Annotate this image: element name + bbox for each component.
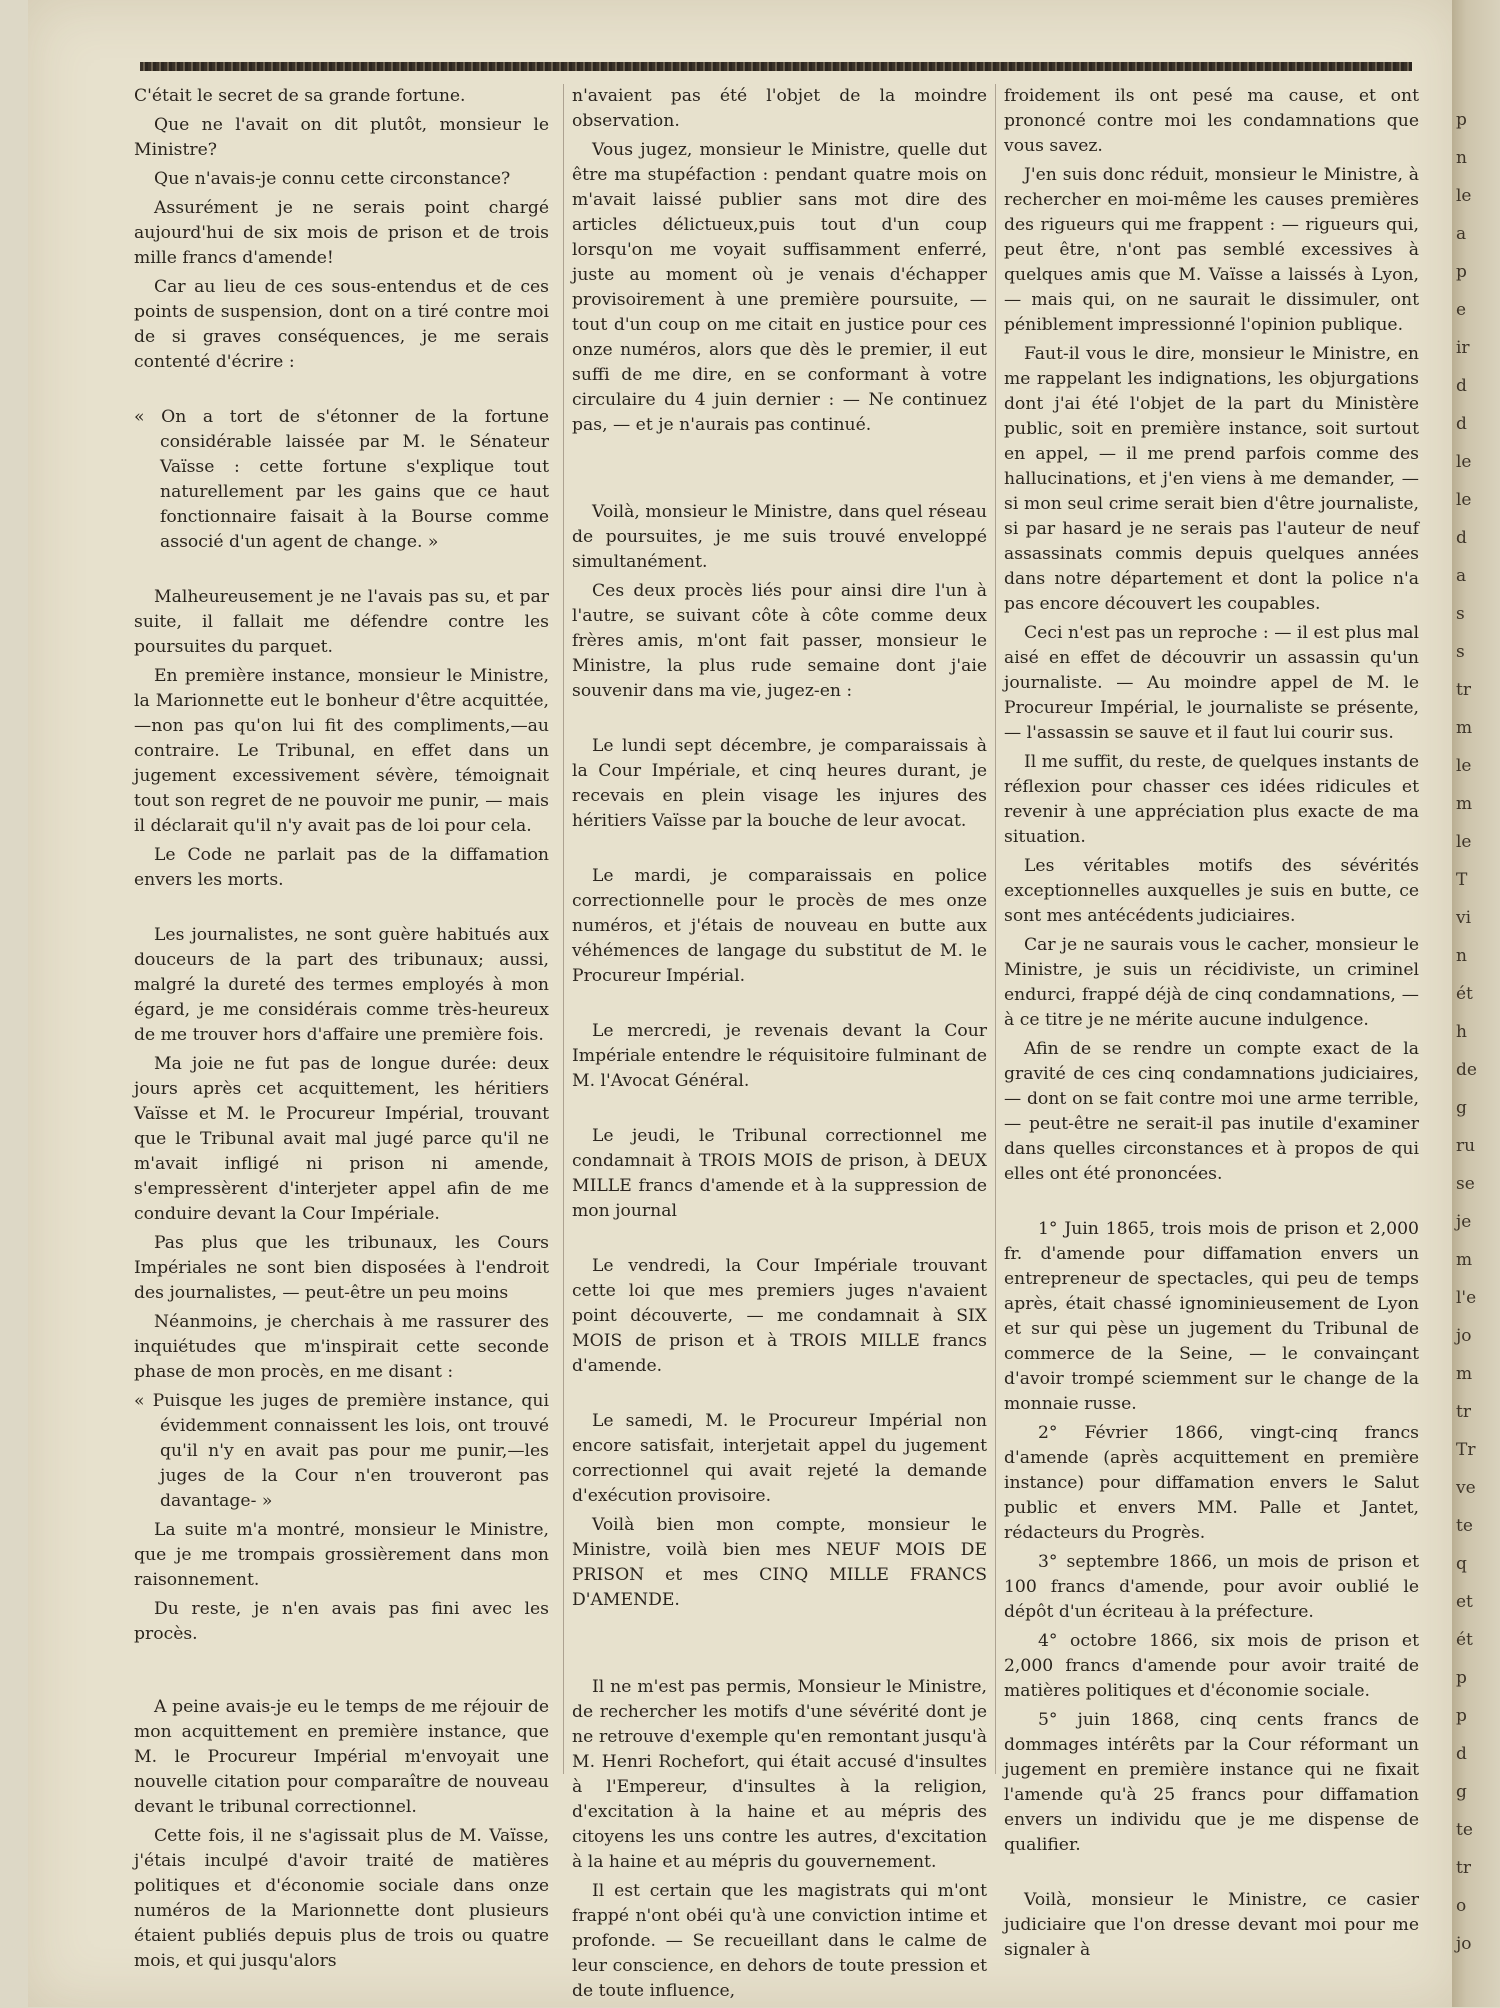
edge-fragment: g: [1456, 1782, 1467, 1802]
edge-fragment: a: [1456, 566, 1467, 586]
edge-fragment: je: [1456, 1212, 1472, 1232]
edge-fragment: jo: [1456, 1934, 1472, 1954]
edge-fragment: o: [1456, 1896, 1467, 1916]
edge-fragment: T: [1456, 870, 1468, 890]
paragraph: « Puisque les juges de première instance, qui évidemment connaissent les lois, ont trouvé qu'il n'y en avait pas pour me punir,—les juges de la Cour n'en trouveront pas davantage- »: [134, 1389, 549, 1514]
paragraph: Assurément je ne serais point chargé aujourd'hui de six mois de prison et de trois mille francs d'amende!: [134, 198, 549, 268]
edge-fragment: p: [1456, 110, 1467, 130]
paragraph: La suite m'a montré, monsieur le Ministre, que je me trompais grossièrement dans mon raisonnement.: [134, 1520, 549, 1590]
edge-fragment: le: [1456, 452, 1472, 472]
edge-fragment: vi: [1456, 908, 1472, 928]
edge-fragment: de: [1456, 1060, 1477, 1080]
edge-fragment: m: [1456, 1364, 1473, 1384]
paragraph: Le mercredi, je revenais devant la Cour Impériale entendre le réquisitoire fulminant de M. l'Avocat Général.: [572, 1021, 987, 1091]
paragraph: Voilà bien mon compte, monsieur le Ministre, voilà bien mes NEUF MOIS DE PRISON et mes CINQ MILLE FRANCS D'AMENDE.: [572, 1515, 987, 1610]
edge-fragment: tr: [1456, 680, 1471, 700]
paragraph: Les journalistes, ne sont guère habitués aux douceurs de la part des tribunaux; aussi, malgré la dureté des termes employés à mon égard, je me considérais comme très-heureux de me trouver hors d'affaire une première fois.: [134, 925, 549, 1045]
text-column-1: [134, 84, 549, 1978]
paragraph: Cette fois, il ne s'agissait plus de M. Vaïsse, j'étais inculpé d'avoir traité de matières politiques et d'économie sociale dans onze numéros de la Marionnette dont plusieurs étaient publiés depuis plus de trois ou quatre mois, et qui jusqu'alors: [134, 1826, 549, 1971]
edge-fragment: ru: [1456, 1136, 1476, 1156]
column-rule: [995, 84, 996, 1774]
paragraph: Ceci n'est pas un reproche : — il est plus mal aisé en effet de découvrir un assassin qu'un journaliste. — Au moindre appel de M. le Procureur Impérial, le journaliste se présente, — l'assassin se sauve et il faut lui courir sus.: [1004, 623, 1419, 743]
edge-fragment: d: [1456, 376, 1467, 396]
edge-fragment: le: [1456, 186, 1472, 206]
edge-fragment: tr: [1456, 1402, 1471, 1422]
edge-fragment: s: [1456, 642, 1465, 662]
paragraph: n'avaient pas été l'objet de la moindre observation.: [572, 86, 987, 131]
edge-fragment: m: [1456, 794, 1473, 814]
paragraph: Que n'avais-je connu cette circonstance?: [154, 169, 511, 189]
edge-fragment: te: [1456, 1820, 1473, 1840]
paragraph: Faut-il vous le dire, monsieur le Ministre, en me rappelant les indignations, les objurgations dont j'ai été l'objet de la part du Ministère public, soit en première instance, soit surtout en appel, — il me prend parfois comme des hallucinations, et j'en viens à me demander, — si mon seul crime serait bien d'être journaliste, si par hasard je ne serais pas l'auteur de neuf assassinats commis depuis quelques années dans notre département et dont la police n'a pas encore découvert les coupables.: [1004, 344, 1419, 614]
text-column-3: [1004, 84, 1419, 1967]
edge-fragment: le: [1456, 490, 1472, 510]
paragraph: Le lundi sept décembre, je comparaissais à la Cour Impériale, et cinq heures durant, je recevais en plein visage les injures des héritiers Vaïsse par la bouche de leur avocat.: [572, 736, 987, 831]
edge-fragment: ve: [1456, 1478, 1476, 1498]
edge-fragment: se: [1456, 1174, 1475, 1194]
edge-fragment: jo: [1456, 1326, 1472, 1346]
edge-fragment: d: [1456, 414, 1467, 434]
paragraph: Ces deux procès liés pour ainsi dire l'un à l'autre, se suivant côte à côte comme deux frères amis, m'ont fait passer, monsieur le Ministre, la plus rude semaine dont j'aie souvenir dans ma vie, jugez-en :: [572, 581, 987, 701]
edge-fragment: ét: [1456, 1630, 1473, 1650]
edge-fragment: d: [1456, 528, 1467, 548]
paragraph: 4° octobre 1866, six mois de prison et 2,000 francs d'amende pour avoir traité de matières politiques et d'économie sociale.: [1004, 1631, 1419, 1701]
paragraph: Le jeudi, le Tribunal correctionnel me condamnait à TROIS MOIS de prison, à DEUX MILLE francs d'amende et à la suppression de mon journal: [572, 1126, 987, 1221]
paragraph: Il me suffit, du reste, de quelques instants de réflexion pour chasser ces idées ridicules et revenir à une appréciation plus exacte de ma situation.: [1004, 752, 1419, 847]
edge-fragment: h: [1456, 1022, 1467, 1042]
paragraph: Néanmoins, je cherchais à me rassurer des inquiétudes que m'inspirait cette seconde phase de mon procès, en me disant :: [134, 1312, 549, 1382]
paragraph: Le samedi, M. le Procureur Impérial non encore satisfait, interjetait appel du jugement correctionnel qui avait rejeté la demande d'exécution provisoire.: [572, 1411, 987, 1506]
paragraph: Le vendredi, la Cour Impériale trouvant cette loi que mes premiers juges n'avaient point découverte, — me condamnait à SIX MOIS de prison et à TROIS MILLE francs d'amende.: [572, 1256, 987, 1376]
edge-fragment: ét: [1456, 984, 1473, 1004]
paragraph: Vous jugez, monsieur le Ministre, quelle dut être ma stupéfaction : pendant quatre mois on m'avait laissé publier sans mot dire des articles délictueux,puis tout d'un coup lorsqu'on me voyait suffisamment enferré, juste au moment où je venais d'échapper provisoirement à une première poursuite, — tout d'un coup on me citait en justice pour ces onze numéros, alors que dès le premier, il eut suffi de me dire, en se conformant à votre circulaire du 4 juin dernier : — Ne continuez pas, — et je n'aurais pas continué.: [572, 140, 987, 435]
top-decorative-rule: [140, 62, 1412, 71]
paragraph: Il ne m'est pas permis, Monsieur le Ministre, de rechercher les motifs d'une sévérité dont je ne retrouve d'exemple qu'en remontant jusqu'à M. Henri Rochefort, qui était accusé d'insultes à l'Empereur, d'insultes à la religion, d'excitation à la haine et au mépris des citoyens les uns contre les autres, d'excitation à la haine et au mépris du gouvernement.: [572, 1677, 987, 1872]
edge-fragment: ir: [1456, 338, 1470, 358]
paragraph: 5° juin 1868, cinq cents francs de dommages intérêts par la Cour réformant un jugement en première instance qui ne fixait l'amende qu'à 25 francs pour diffamation envers un individu que je me dispense de qualifier.: [1004, 1710, 1419, 1855]
edge-fragment: p: [1456, 1706, 1467, 1726]
edge-fragment: s: [1456, 604, 1465, 624]
paragraph: J'en suis donc réduit, monsieur le Ministre, à rechercher en moi-même les causes premières des rigueurs qui me frappent : — rigueurs qui, peut être, n'ont pas semblé excessives à quelques amis que M. Vaïsse a laissés à Lyon, — mais qui, on ne saurait le dissimuler, ont péniblement impressionné l'opinion publique.: [1004, 165, 1419, 335]
edge-fragment: Tr: [1456, 1440, 1476, 1460]
paragraph: 2° Février 1866, vingt-cinq francs d'amende (après acquittement en première instance) pour diffamation envers le Salut public et envers MM. Palle et Jantet, rédacteurs du Progrès.: [1004, 1423, 1419, 1543]
paragraph: Car au lieu de ces sous-entendus et de ces points de suspension, dont on a tiré contre moi de si graves conséquences, je me serais contenté d'écrire :: [134, 277, 549, 372]
edge-fragment: l'e: [1456, 1288, 1477, 1308]
paragraph: Le mardi, je comparaissais en police correctionnelle pour le procès de mes onze numéros, et j'étais de nouveau en butte aux véhémences de langage du substitut de M. le Procureur Impérial.: [572, 866, 987, 986]
paragraph: A peine avais-je eu le temps de me réjouir de mon acquittement en première instance, que M. le Procureur Impérial m'envoyait une nouvelle citation pour comparaître de nouveau devant le tribunal correctionnel.: [134, 1697, 549, 1817]
edge-fragment: le: [1456, 832, 1472, 852]
paragraph: froidement ils ont pesé ma cause, et ont prononcé contre moi les condamnations que vous savez.: [1004, 86, 1419, 156]
paragraph: Malheureusement je ne l'avais pas su, et par suite, il fallait me défendre contre les poursuites du parquet.: [134, 587, 549, 657]
edge-fragment: d: [1456, 1744, 1467, 1764]
paragraph: Car je ne saurais vous le cacher, monsieur le Ministre, je suis un récidiviste, un criminel endurci, frappé déjà de cinq condamnations, — à ce titre je ne mérite aucune indulgence.: [1004, 935, 1419, 1030]
paragraph: En première instance, monsieur le Ministre, la Marionnette eut le bonheur d'être acquittée,—non pas qu'on lui fit des compliments,—au contraire. Le Tribunal, en effet dans un jugement excessivement sévère, témoignait tout son regret de ne pouvoir me punir, — mais il déclarait qu'il n'y avait pas de loi pour cela.: [134, 666, 549, 836]
paragraph: Que ne l'avait on dit plutôt, monsieur le Ministre?: [134, 115, 549, 160]
edge-fragment: te: [1456, 1516, 1473, 1536]
text-column-2: [572, 84, 987, 2008]
paragraph: Les véritables motifs des sévérités exceptionnelles auxquelles je suis en butte, ce sont mes antécédents judiciaires.: [1004, 856, 1419, 926]
paragraph: Il est certain que les magistrats qui m'ont frappé n'ont obéi qu'à une conviction intime et profonde. — Se recueillant dans le calme de leur conscience, en dehors de toute pression et de toute influence,: [572, 1881, 987, 2001]
paragraph: Afin de se rendre un compte exact de la gravité de ces cinq condamnations judiciaires, — dont on se fait contre moi une arme terrible, — peut-être ne serait-il pas inutile d'examiner dans quelles circonstances et à propos de qui elles ont été prononcées.: [1004, 1039, 1419, 1184]
column-rule: [563, 84, 564, 1774]
edge-fragment: m: [1456, 1250, 1473, 1270]
edge-fragment: n: [1456, 946, 1467, 966]
paragraph: Voilà, monsieur le Ministre, ce casier judiciaire que l'on dresse devant moi pour me signaler à: [1004, 1890, 1419, 1960]
edge-fragment: p: [1456, 1668, 1467, 1688]
paragraph: « On a tort de s'étonner de la fortune considérable laissée par M. le Sénateur Vaïsse : cette fortune s'explique tout naturellement par les gains que ce haut fonctionnaire faisait à la Bourse comme associé d'un agent de change. »: [134, 405, 549, 555]
edge-fragment: p: [1456, 262, 1467, 282]
edge-fragment: le: [1456, 756, 1472, 776]
edge-fragment: m: [1456, 718, 1473, 738]
edge-fragment: e: [1456, 300, 1467, 320]
edge-fragment: a: [1456, 224, 1467, 244]
edge-fragment: tr: [1456, 1858, 1471, 1878]
paragraph: Ma joie ne fut pas de longue durée: deux jours après cet acquittement, les héritiers Vaïsse et M. le Procureur Impérial, trouvant que le Tribunal avait mal jugé parce qu'il ne m'avait infligé ni prison ni amende, s'empressèrent d'interjeter appel afin de me conduire devant la Cour Impériale.: [134, 1054, 549, 1224]
edge-fragment: et: [1456, 1592, 1473, 1612]
edge-fragment: g: [1456, 1098, 1467, 1118]
edge-fragment: n: [1456, 148, 1467, 168]
paragraph: Du reste, je n'en avais pas fini avec les procès.: [134, 1599, 549, 1644]
edge-fragment: q: [1456, 1554, 1467, 1574]
paragraph: Voilà, monsieur le Ministre, dans quel réseau de poursuites, je me suis trouvé enveloppé simultanément.: [572, 502, 987, 572]
paragraph: C'était le secret de sa grande fortune.: [134, 86, 466, 106]
paragraph: 3° septembre 1866, un mois de prison et 100 francs d'amende, pour avoir oublié le dépôt d'un écriteau à la préfecture.: [1004, 1552, 1419, 1622]
paragraph: Pas plus que les tribunaux, les Cours Impériales ne sont bien disposées à l'endroit des journalistes, — peut-être un peu moins: [134, 1233, 549, 1303]
paragraph: 1° Juin 1865, trois mois de prison et 2,000 fr. d'amende pour diffamation envers un entrepreneur de spectacles, qui peu de temps après, était chassé ignominieusement de Lyon et sur qui pèse un jugement du Tribunal de commerce de la Seine, — le convainçant d'avoir trompé sciemment sur le change de la monnaie russe.: [1004, 1219, 1419, 1414]
paragraph: Le Code ne parlait pas de la diffamation envers les morts.: [134, 845, 549, 890]
